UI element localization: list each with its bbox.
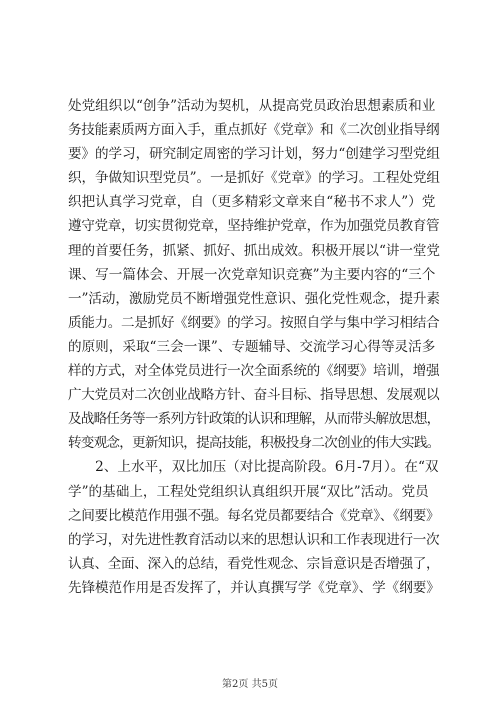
text-line: 及战略任务等一系列方针政策的认识和理解，从而带头解放思想， bbox=[68, 411, 440, 428]
text-line: 遵守党章，切实贯彻党章，坚持维护党章，作为加强党员教育管 bbox=[68, 218, 440, 235]
body-text bbox=[68, 94, 440, 600]
text-line: 一”活动，激励党员不断增强党性意识、强化党性观念，提升素 bbox=[68, 290, 440, 307]
text-line: 先锋模范作用是否发挥了，并认真撰写学《党章》、学《纲要》 bbox=[68, 579, 440, 596]
text-line: 学”的基础上，工程处党组织认真组织开展“双比”活动。党员 bbox=[68, 483, 429, 500]
text-line: 转变观念，更新知识，提高技能，积极投身二次创业的伟大实践。 bbox=[68, 435, 440, 452]
text-line: 质能力。二是抓好《纲要》的学习。按照自学与集中学习相结合 bbox=[68, 314, 440, 331]
text-line: 处党组织以“创争”活动为契机，从提高党员政治思想素质和业 bbox=[68, 98, 436, 114]
text-line: 广大党员对二次创业战略方针、奋斗目标、指导思想、发展观以 bbox=[68, 387, 440, 404]
text-line: 之间要比模范作用强不强。每名党员都要结合《党章》、《纲要》 bbox=[68, 507, 440, 524]
text-line: 样的方式，对全体党员进行一次全面系统的《纲要》培训，增强 bbox=[68, 363, 440, 380]
text-line: 的学习，对先进性教育活动以来的思想认识和工作表现进行一次 bbox=[68, 531, 440, 548]
text-line: 要》的学习，研究制定周密的学习计划，努力“创建学习型党组 bbox=[68, 146, 440, 163]
text-line: 织把认真学习党章，自（更多精彩文章来自“秘书不求人”）党 bbox=[68, 194, 436, 211]
text-line: 的原则，采取“三会一课”、专题辅导、交流学习心得等灵活多 bbox=[68, 338, 436, 355]
text-line: 务技能素质两方面入手，重点抓好《党章》和《二次创业指导纲 bbox=[68, 122, 440, 139]
text-line: 理的首要任务，抓紧、抓好、抓出成效。积极开展以“讲一堂党 bbox=[68, 242, 440, 259]
text-line: 织，争做知识型党员”。一是抓好《党章》的学习。工程处党组 bbox=[68, 170, 440, 187]
text-line: 认真、全面、深入的总结，看党性观念、宗旨意识是否增强了， bbox=[68, 555, 440, 572]
text-line: 2、上水平，双比加压（对比提高阶段。6月-7月）。在“双 bbox=[68, 459, 439, 476]
page-number: 第2页 共5页 bbox=[222, 679, 278, 690]
text-line: 课、写一篇体会、开展一次党章知识竞赛”为主要内容的“三个 bbox=[68, 266, 436, 283]
